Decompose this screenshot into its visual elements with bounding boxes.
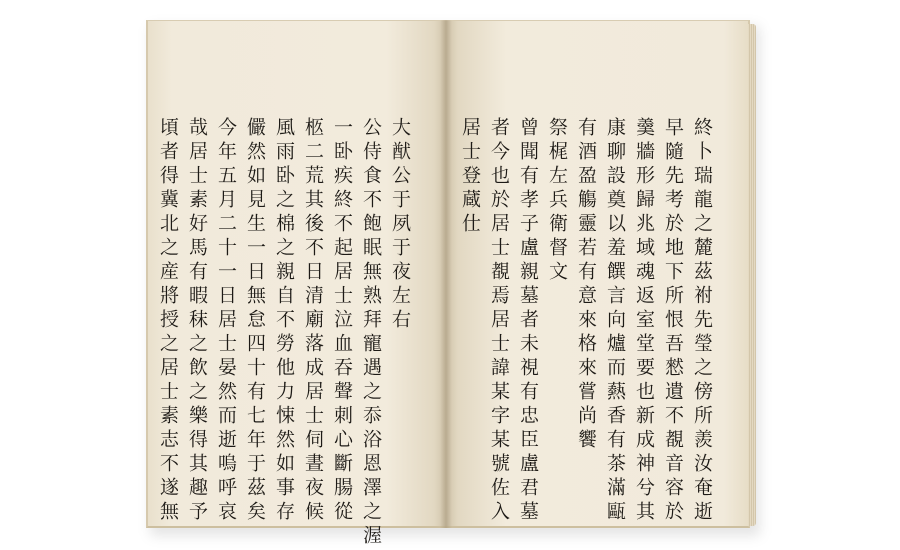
left-column-1: 大猷公于夙于夜左右: [389, 117, 411, 333]
left-column-2: 公侍食不飽眠無熟拜寵遇之忝浴恩澤之渥: [360, 117, 382, 549]
right-column-6: 祭梶左兵衛督文: [546, 117, 568, 285]
left-column-4: 柩二荒其後不日清廟落成居士伺晝夜候: [302, 117, 324, 525]
right-column-9: 居士登蔵仕: [459, 117, 481, 237]
left-column-6: 儼然如見生一日無怠四十有七年于茲矣: [244, 117, 266, 525]
right-page: [446, 20, 750, 528]
right-column-4: 康聊設奠以羞饌言向爐而爇香有茶滿甌: [604, 117, 626, 525]
left-page: [146, 20, 446, 549]
left-column-3: 一卧疾終不起居士泣血吞聲刺心斷腸從: [331, 117, 353, 525]
left-page-text: [153, 117, 414, 549]
right-column-7: 曾聞有孝子盧親墓者未視有忠臣盧君墓: [517, 117, 539, 525]
left-column-5: 風雨卧之棉之親自不勞他力悚然如事存: [273, 117, 295, 525]
page-stack-edge: [748, 24, 756, 526]
right-column-3: 羹牆形歸兆域魂返室堂要也新成神兮其: [633, 117, 655, 525]
book-gutter: [440, 20, 452, 528]
right-column-2: 早隨先考於地下所恨吾憖遺不覩音容於: [662, 117, 684, 525]
right-column-8: 者今也於居士覩焉居士諱某字某號佐入: [488, 117, 510, 525]
left-column-8: 哉居士素好馬有暇秣之飲之樂得其趣予: [186, 117, 208, 525]
left-column-7: 今年五月二十一日居士晏然而逝嗚呼哀: [215, 117, 237, 525]
right-page-text: [455, 117, 716, 525]
right-column-1: 終卜瑞龍之麓茲祔先瑩之傍所羨汝奄逝: [691, 117, 713, 525]
left-column-9: 頃者得冀北之産將授之居士素志不遂無: [157, 117, 179, 525]
right-column-5: 有酒盈觴靈若有意來格來嘗尚饗: [575, 117, 597, 453]
